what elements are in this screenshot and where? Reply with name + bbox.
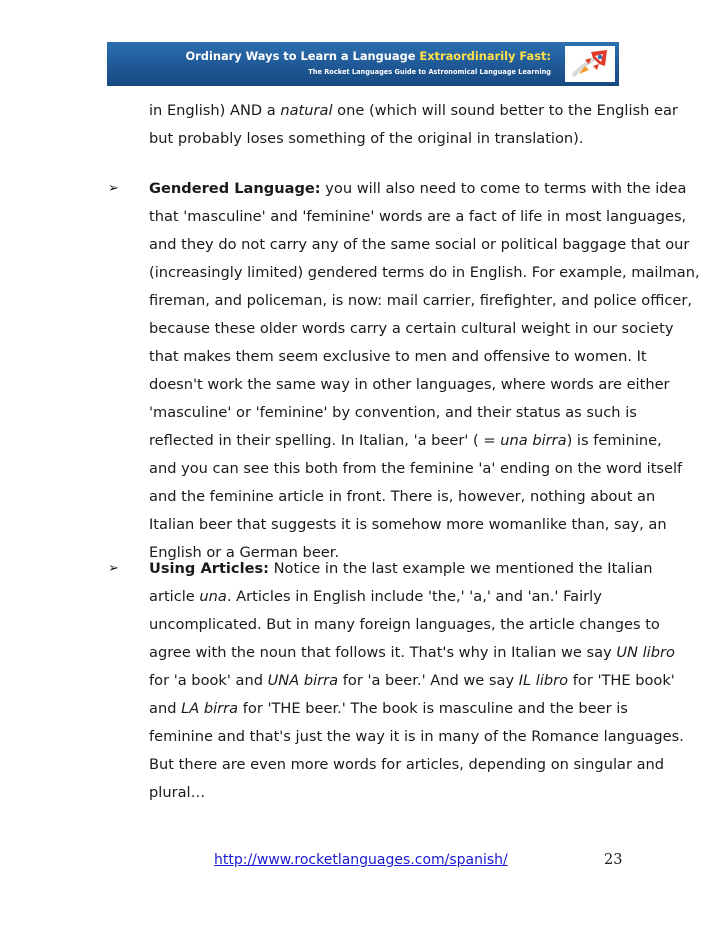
text-line: fireman, and policeman, is now: mail carrier, firefighter, and police officer, — [149, 292, 692, 309]
italic-term: una birra — [500, 432, 567, 449]
bullet-heading: Gendered Language: — [149, 180, 321, 197]
text-line: (increasingly limited) gendered terms do in English. For example, mailman, — [149, 264, 700, 281]
text-line — [129, 97, 678, 125]
text-line — [129, 583, 684, 611]
italic-term: UN libro — [616, 644, 675, 661]
page-number: 23 — [604, 852, 623, 868]
text-span: . Articles in English include 'the,' 'a,' and 'an.' Fairly — [226, 588, 602, 605]
text-span: in English) AND a — [149, 102, 281, 119]
text-line — [129, 695, 684, 723]
text-span: for 'a book' and — [149, 672, 268, 689]
text-line: English or a German beer. — [149, 544, 340, 561]
italic-term: natural — [280, 102, 333, 119]
text-span: for 'THE book' — [568, 672, 675, 689]
text-line: and they do not carry any of the same social or political baggage that our — [149, 236, 690, 253]
intro-paragraph — [129, 97, 678, 153]
text-line: But there are even more words for articles, depending on singular and — [149, 756, 665, 773]
text-line: and the feminine article in front. There is, however, nothing about an — [149, 488, 656, 505]
footer-link[interactable]: http://www.rocketlanguages.com/spanish/ — [214, 852, 508, 868]
text-span: one (which will sound better to the English ear — [332, 102, 678, 119]
text-span: agree with the noun that follows it. That's why in Italian we say — [149, 644, 617, 661]
text-line: feminine and that's just the way it is in many of the Romance languages. — [149, 728, 684, 745]
italic-term: UNA birra — [267, 672, 339, 689]
header-banner — [107, 42, 619, 86]
text-line: Italian beer that suggests it is somehow more womanlike than, say, an — [149, 516, 667, 533]
text-span: for 'a beer.' And we say — [338, 672, 519, 689]
banner-subtitle: The Rocket Languages Guide to Astronomical Language Learning — [308, 68, 551, 76]
text-line: 'masculine' or 'feminine' by convention, and their status as such is — [149, 404, 637, 421]
arrow-bullet-icon: ➢ — [108, 561, 119, 576]
text-line: that 'masculine' and 'feminine' words are a fact of life in most languages, — [149, 208, 687, 225]
text-span: Notice in the last example we mentioned the Italian — [269, 560, 653, 577]
text-line: uncomplicated. But in many foreign languages, the article changes to — [149, 616, 660, 633]
text-line: and you can see this both from the feminine 'a' ending on the word itself — [149, 460, 683, 477]
text-line: that makes them seem exclusive to men and offensive to women. It — [149, 348, 647, 365]
italic-term: IL libro — [518, 672, 569, 689]
rocket-icon — [565, 46, 615, 82]
arrow-bullet-icon: ➢ — [108, 181, 119, 196]
text-span: ) is feminine, — [566, 432, 662, 449]
text-line — [129, 427, 700, 455]
text-line: because these older words carry a certain cultural weight in our society — [149, 320, 674, 337]
gendered-language-bullet — [108, 175, 700, 567]
italic-term: una — [199, 588, 227, 605]
bullet-heading: Using Articles: — [149, 560, 269, 577]
text-line: but probably loses something of the original in translation). — [149, 130, 584, 147]
text-span: and — [149, 700, 182, 717]
text-line — [129, 667, 684, 695]
italic-term: LA birra — [181, 700, 239, 717]
text-line — [129, 555, 684, 583]
text-span: you will also need to come to terms with the idea — [320, 180, 687, 197]
banner-title-accent: Extraordinarily Fast: — [419, 49, 551, 63]
using-articles-bullet — [108, 555, 684, 807]
text-line — [129, 639, 684, 667]
banner-title-main: Ordinary Ways to Learn a Language — [185, 49, 416, 63]
text-span: article — [149, 588, 200, 605]
text-line: doesn't work the same way in other languages, where words are either — [149, 376, 670, 393]
text-line: plural… — [149, 784, 206, 801]
text-span: reflected in their spelling. In Italian, 'a beer' ( = — [149, 432, 501, 449]
text-span: for 'THE beer.' The book is masculine and the beer is — [238, 700, 628, 717]
text-line — [129, 175, 700, 203]
banner-title — [185, 49, 551, 63]
